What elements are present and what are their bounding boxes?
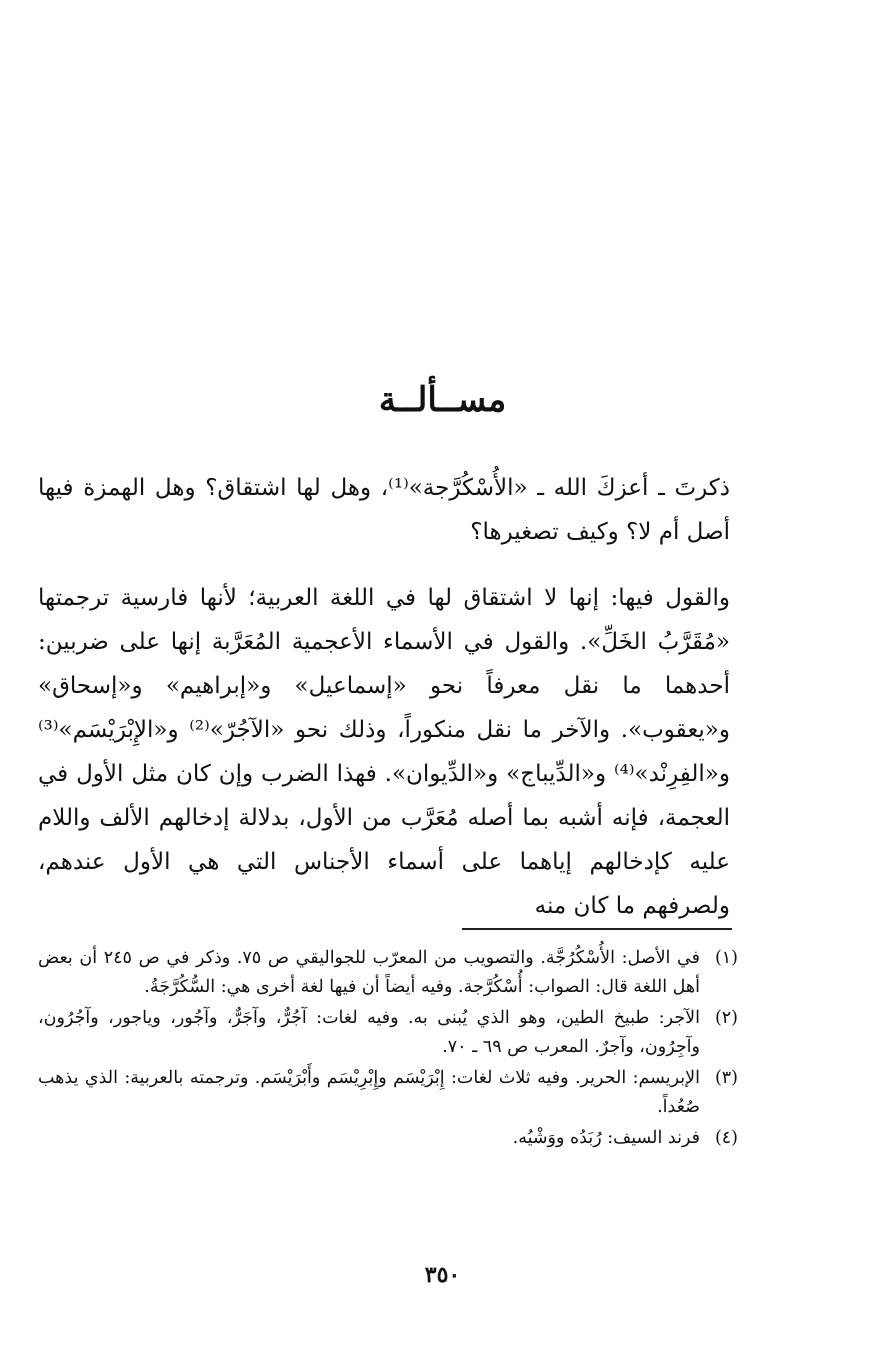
footnote [38, 1064, 738, 1122]
footnote-number: (١) [714, 948, 738, 968]
footnote-text: الآجر: طبيخ الطين، وهو الذي يُبنى به. وفيه لغات: آجُرٌّ، وآجَرٌّ، وآجُور، وياجور، وآجُرُون، وآجِرُون، وآجرٌ. المعرب ص ٦٩ ـ ٧٠. [38, 1008, 700, 1057]
footnote-number: (٣) [714, 1068, 738, 1088]
answer-text: والقول فيها: إنها لا اشتقاق لها في اللغة العربية؛ لأنها فارسية ترجمتها «مُقَرَّبُ الخَلِّ». والقول في الأسماء الأعجمية المُعَرَّبة إنها على ضربين: أحدهما ما نقل معرفاً نحو «إسماعيل» و«إبراهيم» و«إسحاق» و«يعقوب». والآخر ما نقل منكوراً، وذلك نحو «الآجُرّ»⁽²⁾ و«الإِبْرَيْسَم»⁽³⁾ و«الفِرِنْد»⁽⁴⁾ و«الدِّيباج» و«الدِّيوان». فهذا الضرب وإن كان مثل الأول في العجمة، فإنه أشبه بما أصله مُعَرَّب من الأول، بدلالة إدخالهم الألف واللام عليه كإدخالهم إياهما على أسماء الأجناس التي هي الأول عندهم، ولصرفهم ما كان منه [38, 585, 730, 919]
footnote-separator [462, 928, 732, 930]
footnotes [38, 944, 738, 1155]
footnote [38, 1124, 738, 1153]
section-title: مســألــة [378, 380, 507, 420]
footnote-text: في الأصل: الأُسْكُرُجَّة. والتصويب من المعرّب للجواليقي ص ٧٥. وذكر في ص ٢٤٥ أن بعض أهل اللغة قال: الصواب: أُسْكُرَّجة. وفيه أيضاً أن فيها لغة أخرى هي: السُّكُرَّجَةُ. [38, 948, 701, 997]
page-number: ٣٥٠ [424, 1262, 461, 1288]
question-paragraph [38, 466, 730, 554]
footnote-text: فرند السيف: رُبَدُه ووَشْيُه. [512, 1128, 700, 1148]
footnote [38, 1004, 738, 1062]
footnote [38, 944, 738, 1002]
footnote-number: (٢) [714, 1008, 738, 1028]
footnote-number: (٤) [714, 1128, 738, 1148]
question-text: ذكرتَ ـ أعزكَ الله ـ «الأُسْكُرَّجة»⁽¹⁾، وهل لها اشتقاق؟ وهل الهمزة فيها أصل أم لا؟ وكيف تصغيرها؟ [38, 475, 731, 545]
footnote-text: الإبريسم: الحرير. وفيه ثلاث لغات: إِبْرَيْسَم وإِبْرِيْسَم وأَبْرَيْسَم. وترجمته بالعربية: الذي يذهب صُعُداً. [38, 1068, 700, 1117]
answer-paragraph [38, 576, 730, 928]
